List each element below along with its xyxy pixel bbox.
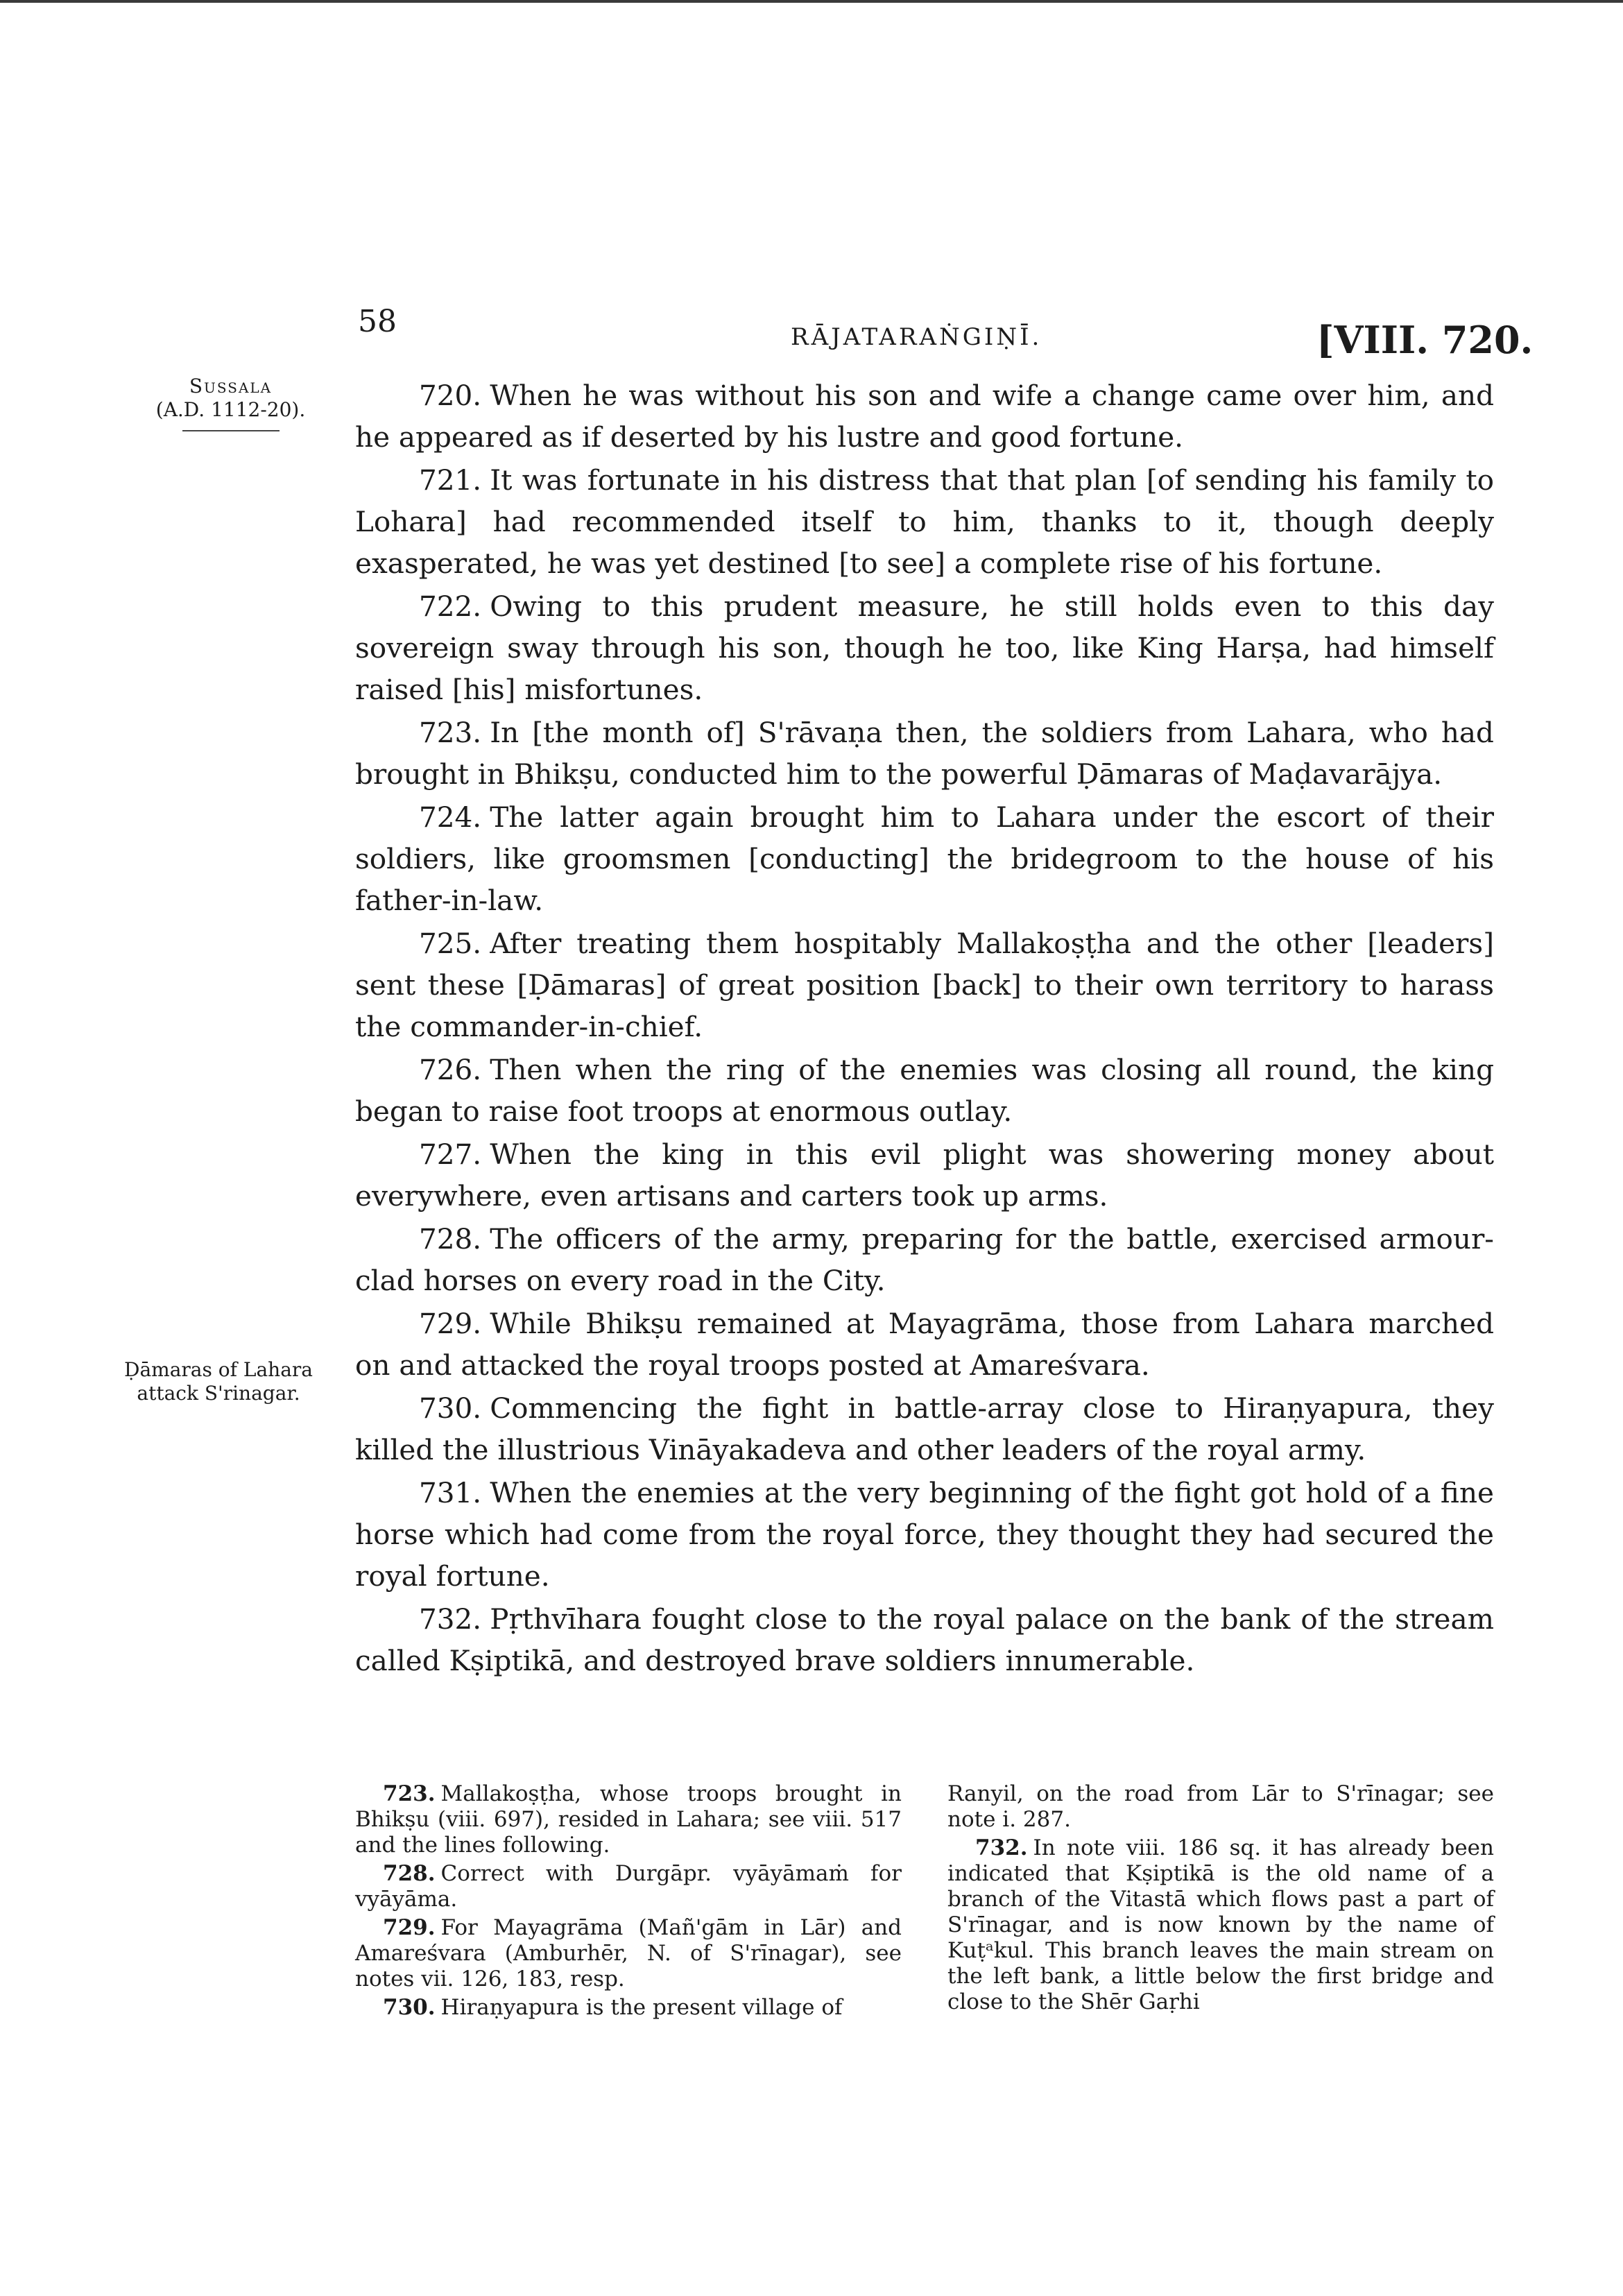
footnote-730-continued (947, 1781, 1494, 1833)
verse-729 (355, 1303, 1494, 1386)
footnote-number: 730. (383, 1995, 436, 2020)
verse-text: The officers of the army, preparing for the battle, exercised armour-clad horses on every road in the City. (355, 1222, 1494, 1297)
verse-number: 732. (419, 1602, 482, 1636)
verse-720 (355, 375, 1494, 458)
footnotes-left-column (355, 1781, 902, 2023)
verse-text: The latter again brought him to Lahara under the escort of their soldiers, like groomsmen [conducting] the bridegroom to the house of his father-in-law. (355, 800, 1494, 917)
verse-number: 731. (419, 1476, 482, 1509)
footnote-text: Mallakoṣṭha, whose troops brought in Bhikṣu (viii. 697), resided in Lahara; see viii. 517 and the lines following. (355, 1781, 902, 1858)
footnote-text: For Mayagrāma (Mañ'gām in Lār) and Amareśvara (Amburhēr, N. of S'rīnagar), see notes vii. 126, 183, resp. (355, 1915, 902, 1991)
verse-text: It was fortunate in his distress that that plan [of sending his family to Lohara] had recommended itself to him, thanks to it, though deeply exasperated, he was yet destined [to see] a complete rise of his fortune. (355, 463, 1494, 580)
verse-723 (355, 712, 1494, 795)
sidenote-dates: (A.D. 1112-20). (155, 398, 306, 421)
running-title: RĀJATARAṄGIṆĪ. (791, 323, 1042, 351)
verse-724 (355, 796, 1494, 921)
section-reference: [VIII. 720. (1316, 318, 1534, 362)
page-number: 58 (358, 304, 397, 339)
verse-721 (355, 459, 1494, 584)
footnote-number: 732. (975, 1835, 1028, 1860)
verse-732 (355, 1598, 1494, 1681)
footnote-730 (355, 1995, 902, 2021)
footnote-728 (355, 1861, 902, 1912)
verse-728 (355, 1218, 1494, 1301)
verse-text: When he was without his son and wife a change came over him, and he appeared as if deserted by his lustre and good fortune. (355, 379, 1494, 454)
footnote-723 (355, 1781, 902, 1858)
verse-number: 723. (419, 716, 482, 749)
footnotes (355, 1781, 1494, 2023)
verse-726 (355, 1049, 1494, 1132)
sidenote-rule (182, 430, 280, 431)
verse-731 (355, 1472, 1494, 1597)
verse-text: After treating them hospitably Mallakoṣṭha and the other [leaders] sent these [Ḍāmaras] of great position [back] to their own territory to harass the commander-in-chief. (355, 927, 1494, 1043)
footnote-number: 729. (383, 1915, 436, 1940)
verse-number: 721. (419, 463, 482, 497)
verse-text: In [the month of] S'rāvaṇa then, the soldiers from Lahara, who had brought in Bhikṣu, conducted him to the powerful Ḍāmaras of Maḍavarājya. (355, 716, 1494, 791)
footnote-number: 723. (383, 1781, 436, 1806)
verse-text: Pṛthvīhara fought close to the royal palace on the bank of the stream called Kṣiptikā, and destroyed brave soldiers innumerable. (355, 1602, 1494, 1677)
top-border-rule (0, 0, 1623, 3)
footnote-text: Hiraṇyapura is the present village of (440, 1995, 843, 2020)
verse-725 (355, 923, 1494, 1047)
verse-number: 730. (419, 1391, 482, 1425)
verse-number: 727. (419, 1138, 482, 1171)
footnote-text: Ranyil, on the road from Lār to S'rīnagar; see note i. 287. (947, 1781, 1494, 1832)
main-text (355, 375, 1494, 1683)
verse-730 (355, 1387, 1494, 1471)
verse-number: 726. (419, 1053, 482, 1086)
verse-text: When the king in this evil plight was showering money about everywhere, even artisans and carters took up arms. (355, 1138, 1494, 1213)
verse-number: 725. (419, 927, 482, 960)
footnote-729 (355, 1915, 902, 1992)
verse-number: 722. (419, 590, 482, 623)
footnote-732 (947, 1835, 1494, 2015)
verse-number: 729. (419, 1307, 482, 1340)
verse-number: 724. (419, 800, 482, 834)
footnotes-right-column (947, 1781, 1494, 2023)
verse-727 (355, 1133, 1494, 1217)
sidenote-reign (135, 375, 326, 431)
verse-text: Owing to this prudent measure, he still holds even to this day sovereign sway through his son, though he too, like King Harṣa, had himself raised [his] misfortunes. (355, 590, 1494, 706)
verse-text: Commencing the fight in battle-array close to Hiraṇyapura, they killed the illustrious Vināyakadeva and other leaders of the royal army. (355, 1391, 1494, 1466)
page-header (0, 297, 1623, 366)
footnote-text: Correct with Durgāpr. vyāyāmaṁ for vyāyāma. (355, 1861, 902, 1912)
footnote-text: In note viii. 186 sq. it has already been indicated that Kṣiptikā is the old name of a branch of the Vitastā which flows past a part of S'rīnagar, and is now known by the name of Kuṭᵃkul. This branch leaves the main stream on the left bank, a little below the first bridge and close to the Shēr Gaṛhi (947, 1835, 1494, 2014)
verse-number: 728. (419, 1222, 482, 1256)
verse-text: Then when the ring of the enemies was closing all round, the king began to raise foot troops at enormous outlay. (355, 1053, 1494, 1128)
verse-number: 720. (419, 379, 482, 412)
sidenote-damaras-attack: Ḍāmaras of Lahara attack S'rinagar. (124, 1358, 313, 1405)
footnote-number: 728. (383, 1861, 436, 1886)
sidenote-king: Sussala (189, 375, 273, 397)
verse-text: While Bhikṣu remained at Mayagrāma, those from Lahara marched on and attacked the royal troops posted at Amareśvara. (355, 1307, 1494, 1382)
verse-722 (355, 585, 1494, 710)
verse-text: When the enemies at the very beginning of the fight got hold of a fine horse which had come from the royal force, they thought they had secured the royal fortune. (355, 1476, 1494, 1593)
